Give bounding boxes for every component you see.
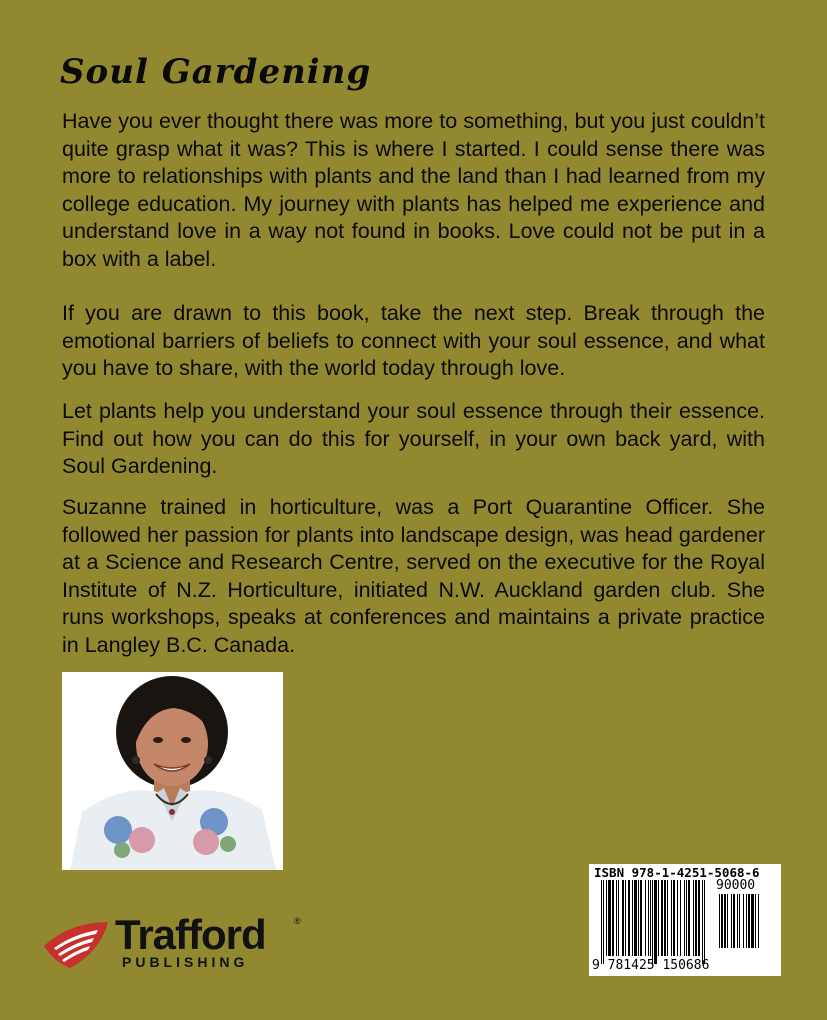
author-portrait-illustration bbox=[62, 672, 283, 870]
barcode-bar bbox=[608, 880, 611, 956]
barcode-bar bbox=[677, 880, 678, 956]
barcode-bar bbox=[719, 894, 720, 948]
barcode-bar bbox=[688, 880, 690, 956]
barcode-bar bbox=[748, 894, 750, 948]
barcode-bar bbox=[686, 880, 687, 956]
barcode-bar bbox=[640, 880, 642, 956]
barcode-addon-bars bbox=[719, 894, 775, 956]
barcode-bar bbox=[606, 880, 607, 956]
barcode-bar bbox=[702, 880, 703, 964]
barcode-bar bbox=[658, 880, 659, 956]
barcode-bar bbox=[673, 880, 675, 956]
barcode-bar bbox=[751, 894, 754, 948]
barcode-bar bbox=[664, 880, 666, 956]
barcode-bar bbox=[695, 880, 697, 956]
barcode-bar bbox=[652, 880, 653, 964]
barcode-bar bbox=[704, 880, 705, 964]
publisher-name: Trafford bbox=[115, 911, 266, 958]
barcode-bar bbox=[680, 880, 681, 956]
barcode-bar bbox=[737, 894, 738, 948]
author-bio-paragraph: Suzanne trained in horticulture, was a Port Quarantine Officer. She followed her passion for plants into landscape design, was head gardener at a Science and Research Centre, served on the executive for the Royal Institute of N.Z. Horticulture, initiated N.W. Auckland garden club. She runs workshops, speaks at conferences and maintains a private practice in Langley B.C. Canada. bbox=[62, 495, 765, 657]
barcode-bar bbox=[684, 880, 685, 956]
barcode-bar bbox=[721, 894, 723, 948]
barcode-bar bbox=[650, 880, 651, 956]
barcode-bar bbox=[698, 880, 700, 956]
isbn-label: ISBN 978-1-4251-5068-6 bbox=[594, 865, 760, 880]
barcode-bar bbox=[628, 880, 630, 956]
barcode-bar bbox=[618, 880, 619, 956]
barcode-bar bbox=[731, 894, 732, 948]
barcode-ean-digits: 9 781425 150686 bbox=[592, 958, 710, 973]
barcode-bar bbox=[622, 880, 624, 956]
barcode-bar bbox=[661, 880, 663, 956]
barcode-bar bbox=[739, 894, 740, 948]
barcode-bar bbox=[693, 880, 694, 956]
barcode-bar bbox=[612, 880, 614, 956]
soul-essence-paragraph: Let plants help you understand your soul essence through their essence. Find out how you can do this for yourself, in your own back yard, with Soul Gardening. bbox=[62, 399, 765, 478]
intro-paragraph: Have you ever thought there was more to something, but you just couldn’t quite grasp what it was? This is where I started. I could sense there was more to relationships with plants and the land than I had learned from my college education. My journey with plants has helped me experience and understand love in a way not found in books. Love could not be put in a box with a label. bbox=[62, 109, 765, 271]
barcode-main-bars bbox=[601, 880, 713, 964]
barcode-bar bbox=[746, 894, 747, 948]
barcode-addon-digits: 90000 bbox=[716, 878, 756, 893]
barcode-bar bbox=[671, 880, 672, 956]
publisher-subtitle: PUBLISHING bbox=[122, 954, 249, 970]
author-photo bbox=[62, 672, 283, 870]
barcode-bar bbox=[743, 894, 744, 948]
book-icon bbox=[40, 912, 112, 972]
barcode-bar bbox=[667, 880, 668, 956]
barcode-bar bbox=[603, 880, 604, 964]
barcode-bar bbox=[755, 894, 756, 948]
barcode-bar bbox=[724, 894, 726, 948]
isbn-barcode bbox=[589, 864, 781, 976]
barcode-bar bbox=[634, 880, 637, 956]
barcode-bar bbox=[645, 880, 646, 956]
barcode-bar bbox=[632, 880, 633, 956]
book-title: Soul Gardening bbox=[60, 52, 372, 92]
barcode-bar bbox=[758, 894, 759, 948]
call-to-action-paragraph: If you are drawn to this book, take the next step. Break through the emotional barriers of beliefs to connect with your soul essence, and what you have to share, with the world today through love. bbox=[62, 301, 765, 380]
barcode-bar bbox=[654, 880, 657, 964]
trafford-publishing-logo bbox=[40, 912, 310, 974]
barcode-bar bbox=[616, 880, 617, 956]
barcode-bar bbox=[727, 894, 728, 948]
barcode-bar bbox=[625, 880, 626, 956]
barcode-bar bbox=[648, 880, 649, 956]
barcode-bar bbox=[601, 880, 602, 964]
registered-mark: ® bbox=[294, 916, 301, 926]
barcode-bar bbox=[733, 894, 735, 948]
barcode-bar bbox=[638, 880, 639, 956]
